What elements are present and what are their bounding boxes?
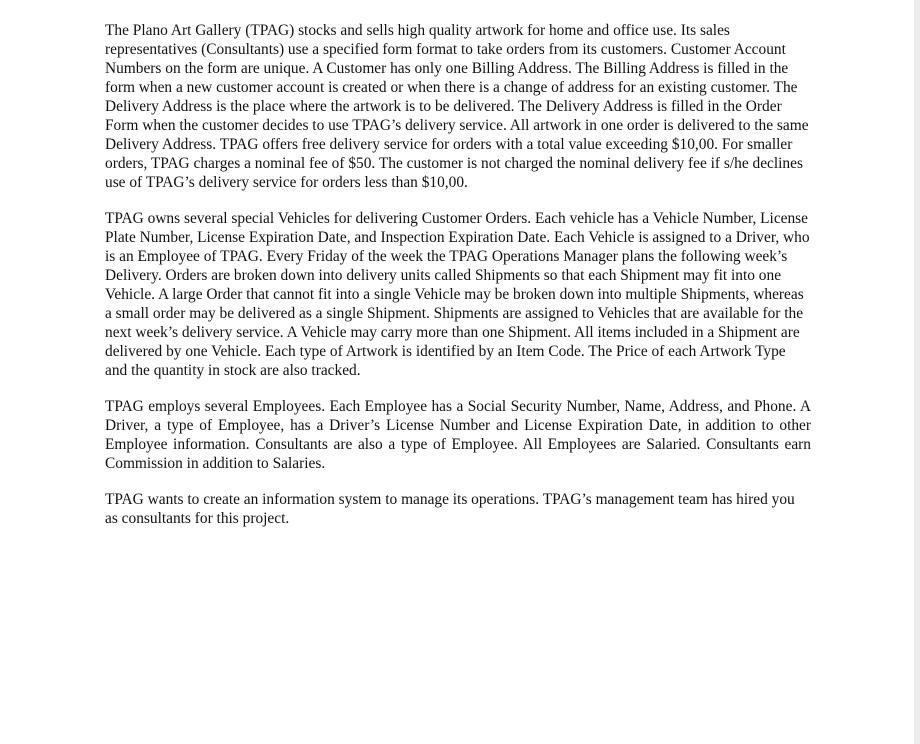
document-body [105, 21, 811, 545]
paragraph-employees: TPAG employs several Employees. Each Employee has a Social Security Number, Name, Address, and Phone. A Driver, a type of Employee, has a Driver’s License Number and License Expiration Date, in addition to other Employee information. Consultants are also a type of Employee. All Employees are Salaried. Consultants earn Commission in addition to Salaries. [105, 398, 811, 472]
paragraph-order-process: The Plano Art Gallery (TPAG) stocks and sells high quality artwork for home and office use. Its sales representatives (Consultants) use a specified form format to take orders from its customers. Customer Account Numbers on the form are unique. A Customer has only one Billing Address. The Billing Address is filled in the form when a new customer account is created or when there is a change of address for an existing customer. The Delivery Address is the place where the artwork is to be delivered. The Delivery Address is filled in the Order Form when the customer decides to use TPAG’s delivery service. All artwork in one order is delivered to the same Delivery Address. TPAG offers free delivery service for orders with a total value exceeding $10,00. For smaller orders, TPAG charges a nominal fee of $50. The customer is not charged the nominal delivery fee if s/he declines use of TPAG’s delivery service for orders less than $10,00. [105, 22, 809, 191]
page-edge-shadow [914, 0, 920, 744]
paragraph-vehicles-shipments: TPAG owns several special Vehicles for delivering Customer Orders. Each vehicle has a Vehicle Number, License Plate Number, License Expiration Date, and Inspection Expiration Date. Each Vehicle is assigned to a Driver, who is an Employee of TPAG. Every Friday of the week the TPAG Operations Manager plans the following week’s Delivery. Orders are broken down into delivery units called Shipments so that each Shipment may fit into one Vehicle. A large Order that cannot fit into a single Vehicle may be broken down into multiple Shipments, whereas a small order may be delivered as a single Shipment. Shipments are assigned to Vehicles that are available for the next week’s delivery service. A Vehicle may carry more than one Shipment. All items included in a Shipment are delivered by one Vehicle. Each type of Artwork is identified by an Item Code. The Price of each Artwork Type and the quantity in stock are also tracked. [105, 210, 810, 379]
paragraph-information-system: TPAG wants to create an information system to manage its operations. TPAG’s management team has hired you as consultants for this project. [105, 491, 795, 527]
